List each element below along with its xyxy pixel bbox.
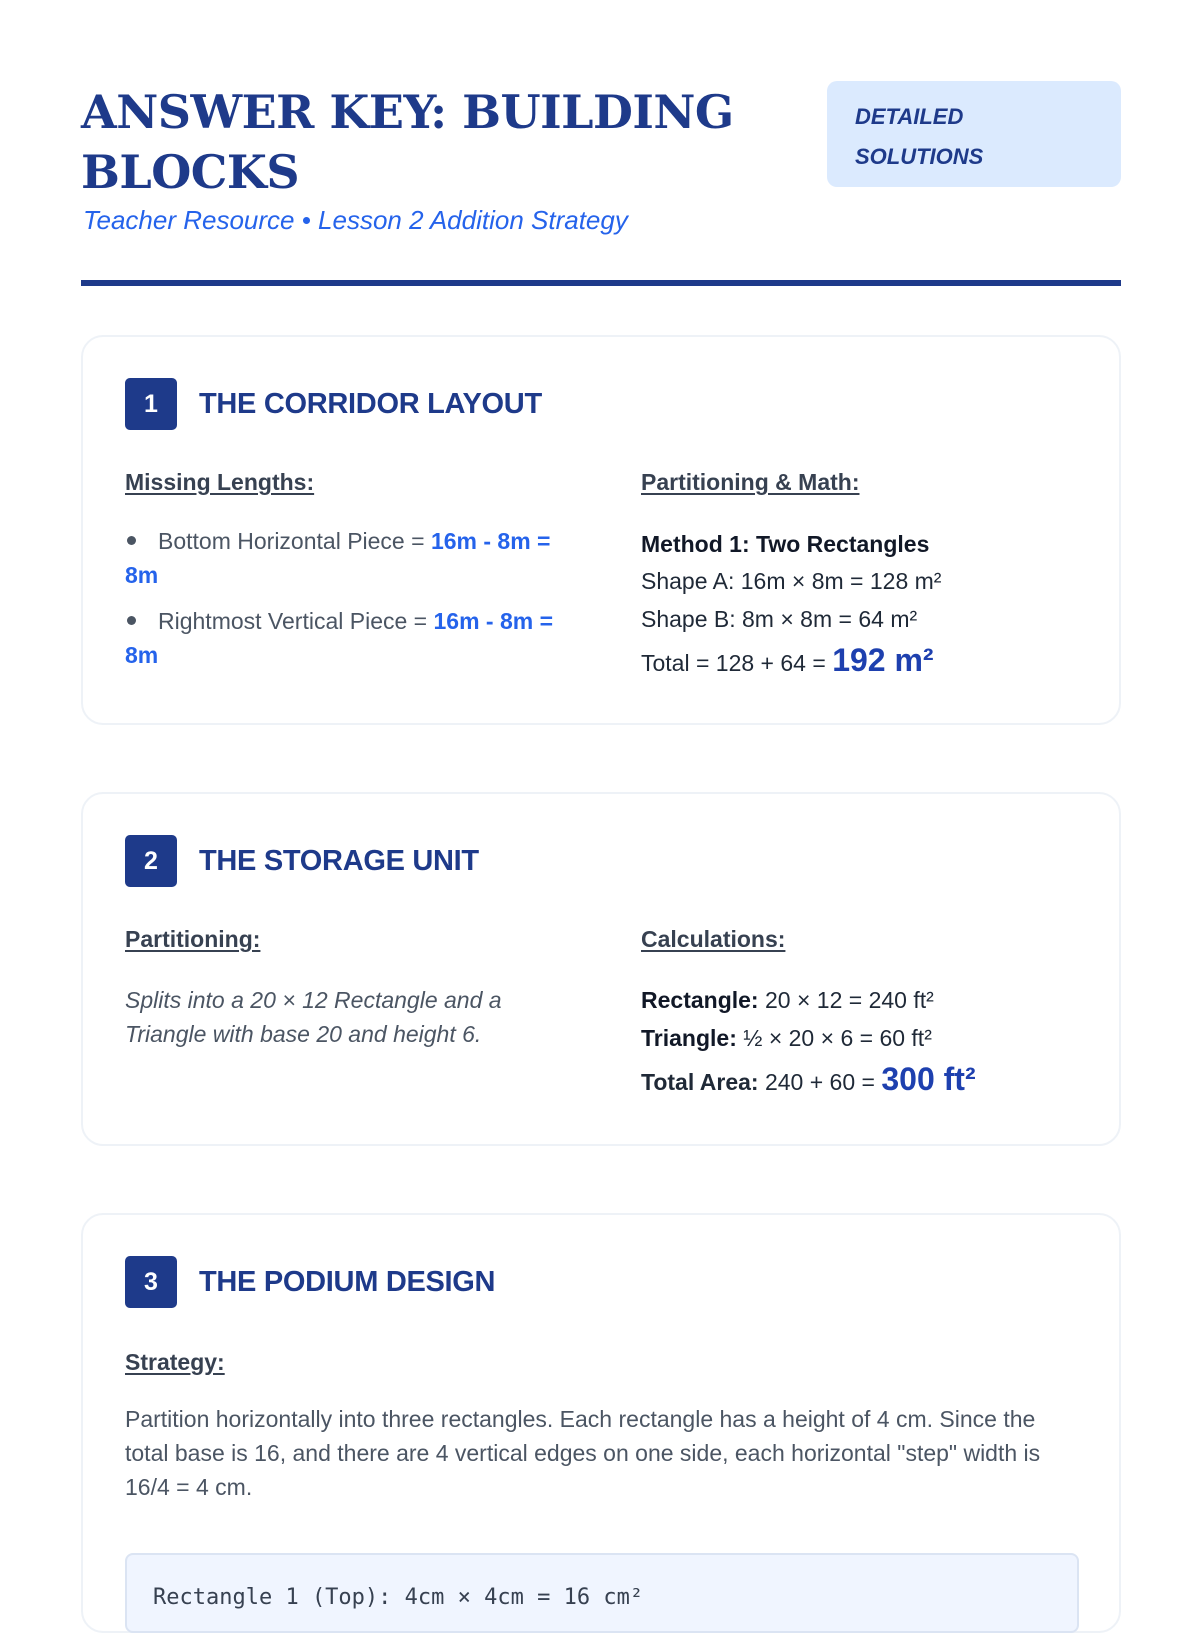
- total-prefix: Total = 128 + 64 =: [641, 650, 833, 676]
- shape-b-calc: Shape B: 8m × 8m = 64 m²: [641, 606, 918, 632]
- problem-title: THE STORAGE UNIT: [199, 844, 479, 877]
- problem-card-3: [81, 1213, 1121, 1633]
- triangle-label: Triangle:: [641, 1025, 737, 1051]
- problem-title: THE PODIUM DESIGN: [199, 1265, 496, 1298]
- total-line: [641, 1057, 1081, 1104]
- answer-key-page: [81, 0, 1121, 1610]
- bullet-highlight: 16m - 8m = 8m: [125, 528, 551, 588]
- total-line: [641, 638, 1081, 685]
- problem-number-badge: 3: [125, 1256, 177, 1308]
- triangle-calc: [641, 1019, 1081, 1057]
- partitioning-math-column: [641, 469, 1081, 685]
- method-heading: Method 1: Two Rectangles: [641, 531, 930, 557]
- problem-card-1: [81, 335, 1121, 725]
- total-value: 300 ft²: [881, 1061, 976, 1097]
- calculation-code-box: Rectangle 1 (Top): 4cm × 4cm = 16 cm²: [125, 1553, 1079, 1633]
- page-subtitle: Teacher Resource • Lesson 2 Addition Strategy: [83, 205, 628, 235]
- missing-lengths-column: [125, 469, 585, 684]
- problem-number-badge: 1: [125, 378, 177, 430]
- section-label: Partitioning & Math:: [641, 469, 860, 495]
- section-label: Partitioning:: [125, 926, 261, 952]
- strategy-paragraph: Partition horizontally into three rectangles. Each rectangle has a height of 4 cm. Since the total base is 16, and there are 4 vertical edges on one side, each horizontal "step" width is 16/4 = 4 cm.: [125, 1406, 1041, 1500]
- section-label: Missing Lengths:: [125, 469, 315, 495]
- bullet-text: Bottom Horizontal Piece =: [158, 528, 431, 554]
- bullet-highlight: 16m - 8m = 8m: [125, 608, 554, 668]
- calculations-column: [641, 926, 1081, 1104]
- rectangle-value: 20 × 12 = 240 ft²: [758, 987, 934, 1013]
- page-title: ANSWER KEY: BUILDING BLOCKS: [81, 85, 734, 199]
- partitioning-column: [125, 926, 585, 1051]
- problem-title: THE CORRIDOR LAYOUT: [199, 387, 542, 420]
- list-item: [125, 604, 585, 672]
- shape-a-calc: Shape A: 16m × 8m = 128 m²: [641, 568, 942, 594]
- total-prefix: 240 + 60 =: [758, 1069, 882, 1095]
- section-label: Strategy:: [125, 1349, 225, 1375]
- partitioning-note: Splits into a 20 × 12 Rectangle and a Triangle with base 20 and height 6.: [125, 987, 502, 1047]
- page-header: [81, 0, 1121, 286]
- rectangle-label: Rectangle:: [641, 987, 759, 1013]
- bullet-icon: [127, 616, 136, 625]
- strategy-section: [125, 1349, 1085, 1504]
- detailed-solutions-badge: DETAILED SOLUTIONS: [827, 81, 1121, 187]
- missing-lengths-list: [125, 524, 585, 672]
- rectangle-calc: [641, 981, 1081, 1019]
- bullet-text: Rightmost Vertical Piece =: [158, 608, 434, 634]
- problem-number-badge: 2: [125, 835, 177, 887]
- card-header: [125, 834, 479, 888]
- card-header: [125, 377, 542, 431]
- bullet-icon: [127, 536, 136, 545]
- problem-card-2: [81, 792, 1121, 1146]
- total-value: 192 m²: [832, 642, 934, 678]
- triangle-value: ½ × 20 × 6 = 60 ft²: [736, 1025, 932, 1051]
- total-label: Total Area:: [641, 1069, 759, 1095]
- section-label: Calculations:: [641, 926, 786, 952]
- header-divider: [81, 280, 1121, 286]
- list-item: [125, 524, 585, 592]
- card-header: [125, 1255, 495, 1309]
